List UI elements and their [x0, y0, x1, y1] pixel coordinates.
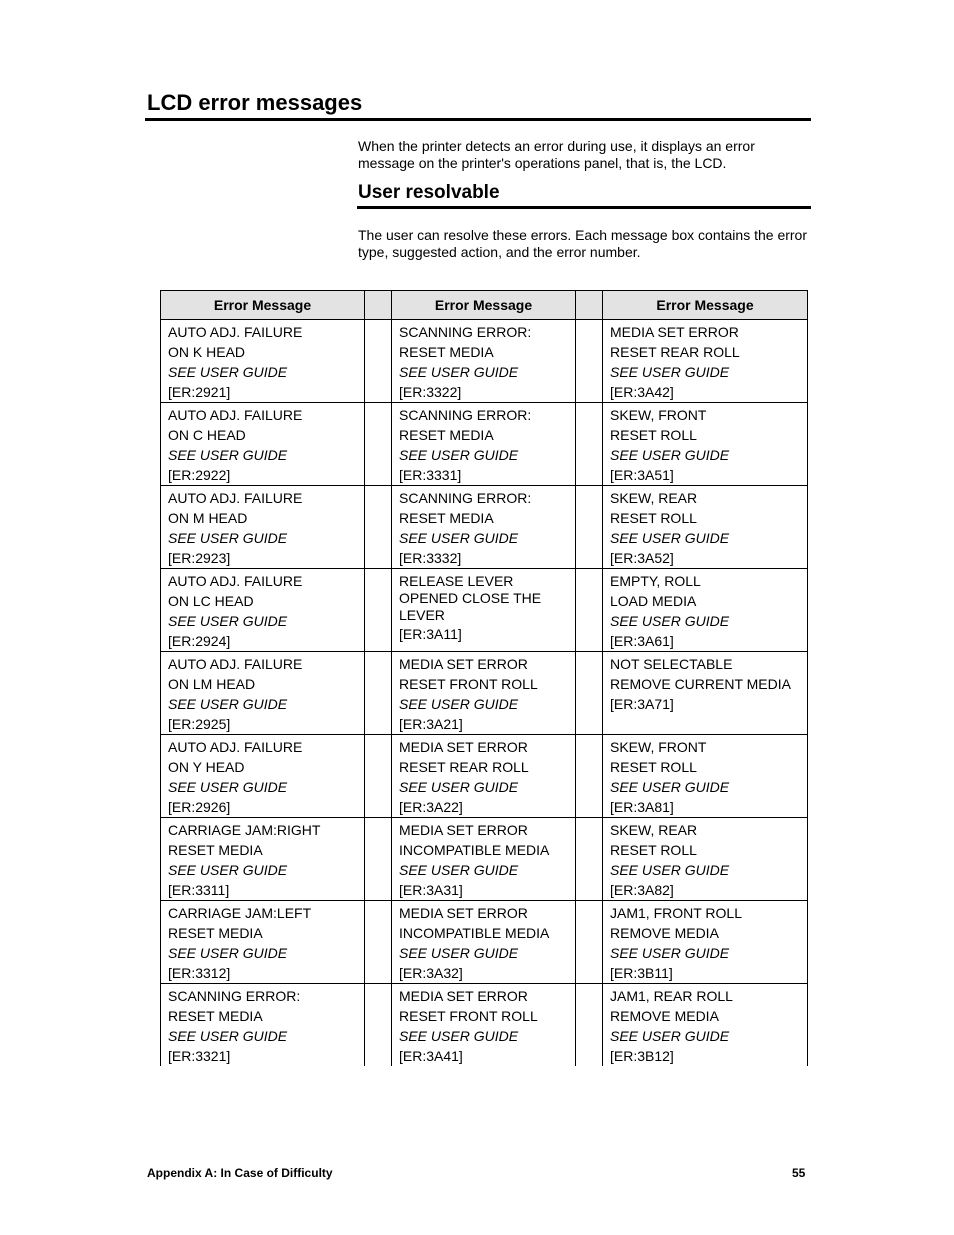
error-message-cell: [161, 818, 365, 901]
error-message-cell: [603, 320, 808, 403]
see-user-guide-text: SEE USER GUIDE: [610, 530, 730, 546]
table-row: [161, 569, 808, 652]
table-row: [161, 735, 808, 818]
error-type-text: SKEW, REAR: [610, 822, 698, 838]
section-description: The user can resolve these errors. Each message box contains the error type, suggested action, and the error number.: [358, 227, 807, 260]
error-action-text: RESET MEDIA: [168, 842, 263, 858]
error-action-text: ON LM HEAD: [168, 676, 256, 692]
error-type-text: MEDIA SET ERROR: [610, 324, 739, 340]
error-type-text: AUTO ADJ. FAILURE: [168, 324, 303, 340]
see-user-guide-text: SEE USER GUIDE: [399, 945, 519, 961]
error-code-text: [ER:2926]: [168, 799, 231, 815]
column-spacer-cell: [576, 984, 603, 1067]
error-type-text: CARRIAGE JAM:LEFT: [168, 905, 312, 921]
see-user-guide-text: SEE USER GUIDE: [168, 613, 288, 629]
column-spacer-cell: [365, 652, 392, 735]
table-row: [161, 320, 808, 403]
error-message-cell: [161, 403, 365, 486]
column-header: Error Message: [392, 291, 576, 320]
error-action-text: RESET ROLL: [610, 842, 697, 858]
column-spacer-cell: [576, 818, 603, 901]
error-message-cell: [161, 652, 365, 735]
column-spacer-cell: [576, 901, 603, 984]
see-user-guide-text: SEE USER GUIDE: [168, 1028, 288, 1044]
error-code-text: [ER:3B12]: [610, 1048, 674, 1064]
error-code-text: [ER:3A42]: [610, 384, 674, 400]
error-message-cell: [603, 901, 808, 984]
see-user-guide-text: SEE USER GUIDE: [168, 447, 288, 463]
error-message-table: [160, 290, 808, 1066]
error-message-cell: [161, 486, 365, 569]
column-spacer-cell: [576, 486, 603, 569]
column-spacer-cell: [576, 569, 603, 652]
error-action-text: RESET MEDIA: [399, 344, 494, 360]
error-type-text: AUTO ADJ. FAILURE: [168, 490, 303, 506]
footer-section-label: Appendix A: In Case of Difficulty: [147, 1166, 333, 1180]
error-action-text: RESET ROLL: [610, 759, 697, 775]
error-code-text: [ER:3A61]: [610, 633, 674, 649]
error-action-text: RESET ROLL: [610, 427, 697, 443]
error-message-cell: [392, 320, 576, 403]
column-spacer-cell: [365, 984, 392, 1067]
column-spacer-header: [576, 291, 603, 320]
error-message-cell: [392, 818, 576, 901]
error-action-text: RESET MEDIA: [168, 1008, 263, 1024]
table-row: [161, 403, 808, 486]
error-message-cell: [161, 569, 365, 652]
error-code-text: [ER:3B11]: [610, 965, 673, 981]
error-type-text: AUTO ADJ. FAILURE: [168, 407, 303, 423]
column-spacer-cell: [576, 652, 603, 735]
error-type-text: NOT SELECTABLE: [610, 656, 733, 672]
see-user-guide-text: SEE USER GUIDE: [168, 364, 288, 380]
error-message-cell: [603, 652, 808, 735]
column-spacer-cell: [365, 818, 392, 901]
error-type-text: SCANNING ERROR:: [399, 324, 532, 340]
error-action-text: ON M HEAD: [168, 510, 248, 526]
error-code-text: [ER:3332]: [399, 550, 462, 566]
error-type-text: MEDIA SET ERROR: [399, 656, 528, 672]
intro-paragraph: When the printer detects an error during use, it displays an error message on the printer's operations panel, that is, the LCD.: [358, 138, 755, 171]
error-type-text: EMPTY, ROLL: [610, 573, 701, 589]
table-row: [161, 652, 808, 735]
see-user-guide-text: SEE USER GUIDE: [399, 530, 519, 546]
column-spacer-header: [365, 291, 392, 320]
see-user-guide-text: SEE USER GUIDE: [399, 364, 519, 380]
error-type-text: RELEASE LEVER: [399, 573, 514, 589]
see-user-guide-text: SEE USER GUIDE: [610, 447, 730, 463]
see-user-guide-text: SEE USER GUIDE: [610, 1028, 730, 1044]
error-type-text: JAM1, FRONT ROLL: [610, 905, 742, 921]
error-message-cell: [392, 901, 576, 984]
error-code-text: [ER:3331]: [399, 467, 462, 483]
error-message-cell: [161, 320, 365, 403]
see-user-guide-text: SEE USER GUIDE: [168, 696, 288, 712]
table-row: [161, 901, 808, 984]
error-type-text: CARRIAGE JAM:RIGHT: [168, 822, 321, 838]
error-code-text: [ER:3322]: [399, 384, 462, 400]
column-spacer-cell: [576, 735, 603, 818]
error-action-text: REMOVE CURRENT MEDIA: [610, 676, 791, 692]
error-type-text: MEDIA SET ERROR: [399, 822, 528, 838]
section-rule: [357, 206, 811, 209]
table-body: [161, 320, 808, 1067]
see-user-guide-text: SEE USER GUIDE: [399, 1028, 519, 1044]
column-spacer-cell: [365, 901, 392, 984]
error-type-text: SCANNING ERROR:: [399, 407, 532, 423]
see-user-guide-text: SEE USER GUIDE: [168, 530, 288, 546]
table-row: [161, 818, 808, 901]
error-message-cell: [392, 984, 576, 1067]
error-code-text: [ER:2924]: [168, 633, 231, 649]
error-code-text: [ER:3311]: [168, 882, 230, 898]
error-code-text: [ER:3312]: [168, 965, 231, 981]
see-user-guide-text: SEE USER GUIDE: [399, 862, 519, 878]
error-action-text: RESET ROLL: [610, 510, 697, 526]
table-row: [161, 486, 808, 569]
error-type-text: SKEW, FRONT: [610, 407, 707, 423]
page-number: 55: [792, 1166, 806, 1180]
error-type-text: AUTO ADJ. FAILURE: [168, 573, 303, 589]
error-code-text: [ER:3A11]: [399, 626, 462, 642]
error-code-text: [ER:3A52]: [610, 550, 674, 566]
see-user-guide-text: SEE USER GUIDE: [610, 862, 730, 878]
see-user-guide-text: SEE USER GUIDE: [610, 613, 730, 629]
error-type-text: SKEW, FRONT: [610, 739, 707, 755]
see-user-guide-text: SEE USER GUIDE: [610, 364, 730, 380]
error-code-text: [ER:3A82]: [610, 882, 674, 898]
page-title: LCD error messages: [147, 90, 363, 115]
see-user-guide-text: SEE USER GUIDE: [610, 945, 730, 961]
error-action-text: LOAD MEDIA: [610, 593, 697, 609]
error-type-text: JAM1, REAR ROLL: [610, 988, 733, 1004]
error-message-cell: [603, 818, 808, 901]
error-action-text: RESET FRONT ROLL: [399, 1008, 538, 1024]
error-action-text: RESET REAR ROLL: [399, 759, 529, 775]
column-spacer-cell: [365, 486, 392, 569]
error-code-text: [ER:3A21]: [399, 716, 463, 732]
error-action-text: ON LC HEAD: [168, 593, 254, 609]
error-code-text: [ER:2921]: [168, 384, 231, 400]
see-user-guide-text: SEE USER GUIDE: [168, 779, 288, 795]
error-code-text: [ER:2925]: [168, 716, 231, 732]
see-user-guide-text: SEE USER GUIDE: [168, 945, 288, 961]
error-message-cell: [161, 901, 365, 984]
error-action-text: RESET FRONT ROLL: [399, 676, 538, 692]
column-spacer-cell: [365, 569, 392, 652]
error-message-cell: [603, 486, 808, 569]
error-code-text: [ER:2922]: [168, 467, 231, 483]
error-action-text: RESET REAR ROLL: [610, 344, 740, 360]
error-action-text: ON C HEAD: [168, 427, 246, 443]
section-title: User resolvable: [358, 182, 500, 203]
column-spacer-cell: [365, 320, 392, 403]
error-message-cell: [161, 735, 365, 818]
error-code-text: [ER:2923]: [168, 550, 231, 566]
error-action-text: INCOMPATIBLE MEDIA: [399, 925, 550, 941]
error-message-cell: [603, 569, 808, 652]
error-action-text: RESET MEDIA: [168, 925, 263, 941]
see-user-guide-text: SEE USER GUIDE: [610, 779, 730, 795]
error-code-text: [ER:3A32]: [399, 965, 463, 981]
error-type-text: SKEW, REAR: [610, 490, 698, 506]
error-action-text: OPENED CLOSE THE LEVER: [399, 590, 542, 623]
error-code-text: [ER:3A41]: [399, 1048, 463, 1064]
error-type-text: MEDIA SET ERROR: [399, 988, 528, 1004]
table-header-row: [161, 291, 808, 320]
error-action-text: RESET MEDIA: [399, 427, 494, 443]
column-header: Error Message: [603, 291, 808, 320]
error-action-text: REMOVE MEDIA: [610, 1008, 719, 1024]
error-type-text: AUTO ADJ. FAILURE: [168, 739, 303, 755]
error-code-text: [ER:3321]: [168, 1048, 231, 1064]
column-spacer-cell: [576, 320, 603, 403]
column-spacer-cell: [576, 403, 603, 486]
error-message-cell: [161, 984, 365, 1067]
error-message-cell: [603, 984, 808, 1067]
column-spacer-cell: [365, 403, 392, 486]
error-type-text: MEDIA SET ERROR: [399, 739, 528, 755]
error-action-text: INCOMPATIBLE MEDIA: [399, 842, 550, 858]
error-message-cell: [392, 486, 576, 569]
error-message-cell: [392, 652, 576, 735]
error-message-cell: [392, 569, 576, 652]
table-row: [161, 984, 808, 1067]
title-rule: [145, 118, 811, 121]
error-code-text: [ER:3A81]: [610, 799, 674, 815]
error-action-text: REMOVE MEDIA: [610, 925, 719, 941]
error-code-text: [ER:3A71]: [610, 696, 674, 712]
column-spacer-cell: [365, 735, 392, 818]
error-code-text: [ER:3A22]: [399, 799, 463, 815]
see-user-guide-text: SEE USER GUIDE: [399, 447, 519, 463]
error-message-cell: [392, 735, 576, 818]
error-message-cell: [392, 403, 576, 486]
see-user-guide-text: SEE USER GUIDE: [399, 696, 519, 712]
error-type-text: AUTO ADJ. FAILURE: [168, 656, 303, 672]
error-message-cell: [603, 403, 808, 486]
see-user-guide-text: SEE USER GUIDE: [168, 862, 288, 878]
error-type-text: SCANNING ERROR:: [399, 490, 532, 506]
error-type-text: SCANNING ERROR:: [168, 988, 301, 1004]
error-action-text: ON Y HEAD: [168, 759, 245, 775]
column-header: Error Message: [161, 291, 365, 320]
error-code-text: [ER:3A51]: [610, 467, 674, 483]
error-action-text: RESET MEDIA: [399, 510, 494, 526]
error-type-text: MEDIA SET ERROR: [399, 905, 528, 921]
error-message-cell: [603, 735, 808, 818]
see-user-guide-text: SEE USER GUIDE: [399, 779, 519, 795]
error-code-text: [ER:3A31]: [399, 882, 463, 898]
error-action-text: ON K HEAD: [168, 344, 246, 360]
